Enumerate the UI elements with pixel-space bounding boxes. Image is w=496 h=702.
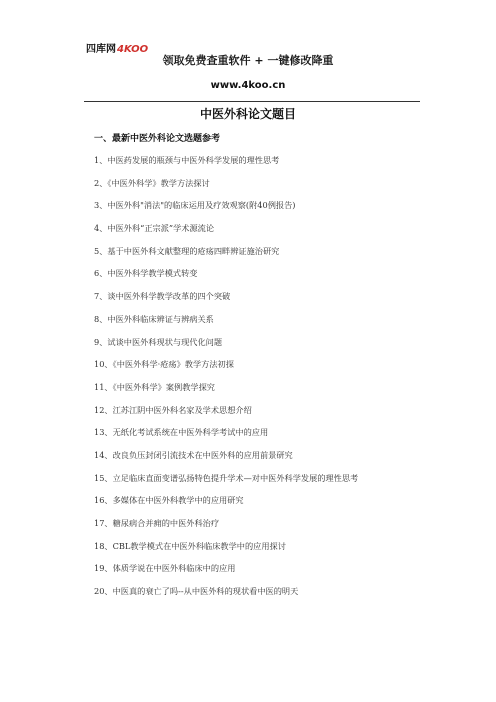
list-item: 20、中医真的衰亡了吗--从中医外科的现状看中医的明天 (94, 586, 299, 597)
logo-text: 四库网 (86, 44, 116, 55)
list-item: 7、谈中医外科学教学改革的四个突破 (94, 291, 231, 302)
list-item: 8、中医外科临床辨证与辨病关系 (94, 313, 214, 324)
list-item: 17、糖尿病合并痈的中医外科治疗 (94, 518, 220, 528)
list-item: 16、多媒体在中医外科教学中的应用研究 (94, 495, 244, 506)
list-item: 1、中医药发展的瓶颈与中医外科学发展的理性思考 (94, 155, 280, 165)
list-item: 18、CBL教学模式在中医外科临床教学中的应用探讨 (94, 540, 286, 551)
section-heading: 一、最新中医外科论文选题参考 (94, 134, 221, 144)
list-item: 4、中医外科“正宗派”学术源流论 (94, 223, 215, 234)
list-item: 19、体质学说在中医外科临床中的应用 (94, 563, 236, 574)
list-item: 6、中医外科学教学模式转变 (94, 268, 198, 279)
promo-banner[interactable]: 领取免费查重软件 + 一键修改降重 (162, 54, 334, 67)
topic-list (94, 154, 358, 608)
list-item: 13、无纸化考试系统在中医外科学考试中的应用 (94, 427, 269, 438)
list-item: 10、《中医外科学·疮疡》教学方法初探 (94, 359, 234, 370)
list-item: 9、试谈中医外科现状与现代化问题 (94, 336, 223, 347)
header-divider (84, 101, 420, 102)
document-title: 中医外科论文题目 (199, 107, 296, 121)
list-item: 15、立足临床直面变谱弘扬特色提升学术—对中医外科学发展的理性思考 (94, 472, 359, 483)
list-item: 3、中医外科"消法"的临床运用及疗效观察(附40例报告) (94, 200, 296, 211)
list-item: 5、基于中医外科文献整理的疮疡四畔辨证施治研究 (94, 245, 280, 256)
list-item: 11、《中医外科学》案例教学探究 (94, 381, 215, 392)
list-item: 14、改良负压封闭引流技术在中医外科的应用前景研究 (94, 449, 293, 460)
logo-accent: 4KOO (117, 44, 149, 55)
site-url-link[interactable]: www.4koo.cn (210, 80, 286, 91)
list-item: 2、《中医外科学》教学方法探讨 (94, 177, 210, 188)
list-item: 12、江苏江阴中医外科名家及学术思想介绍 (94, 404, 252, 415)
